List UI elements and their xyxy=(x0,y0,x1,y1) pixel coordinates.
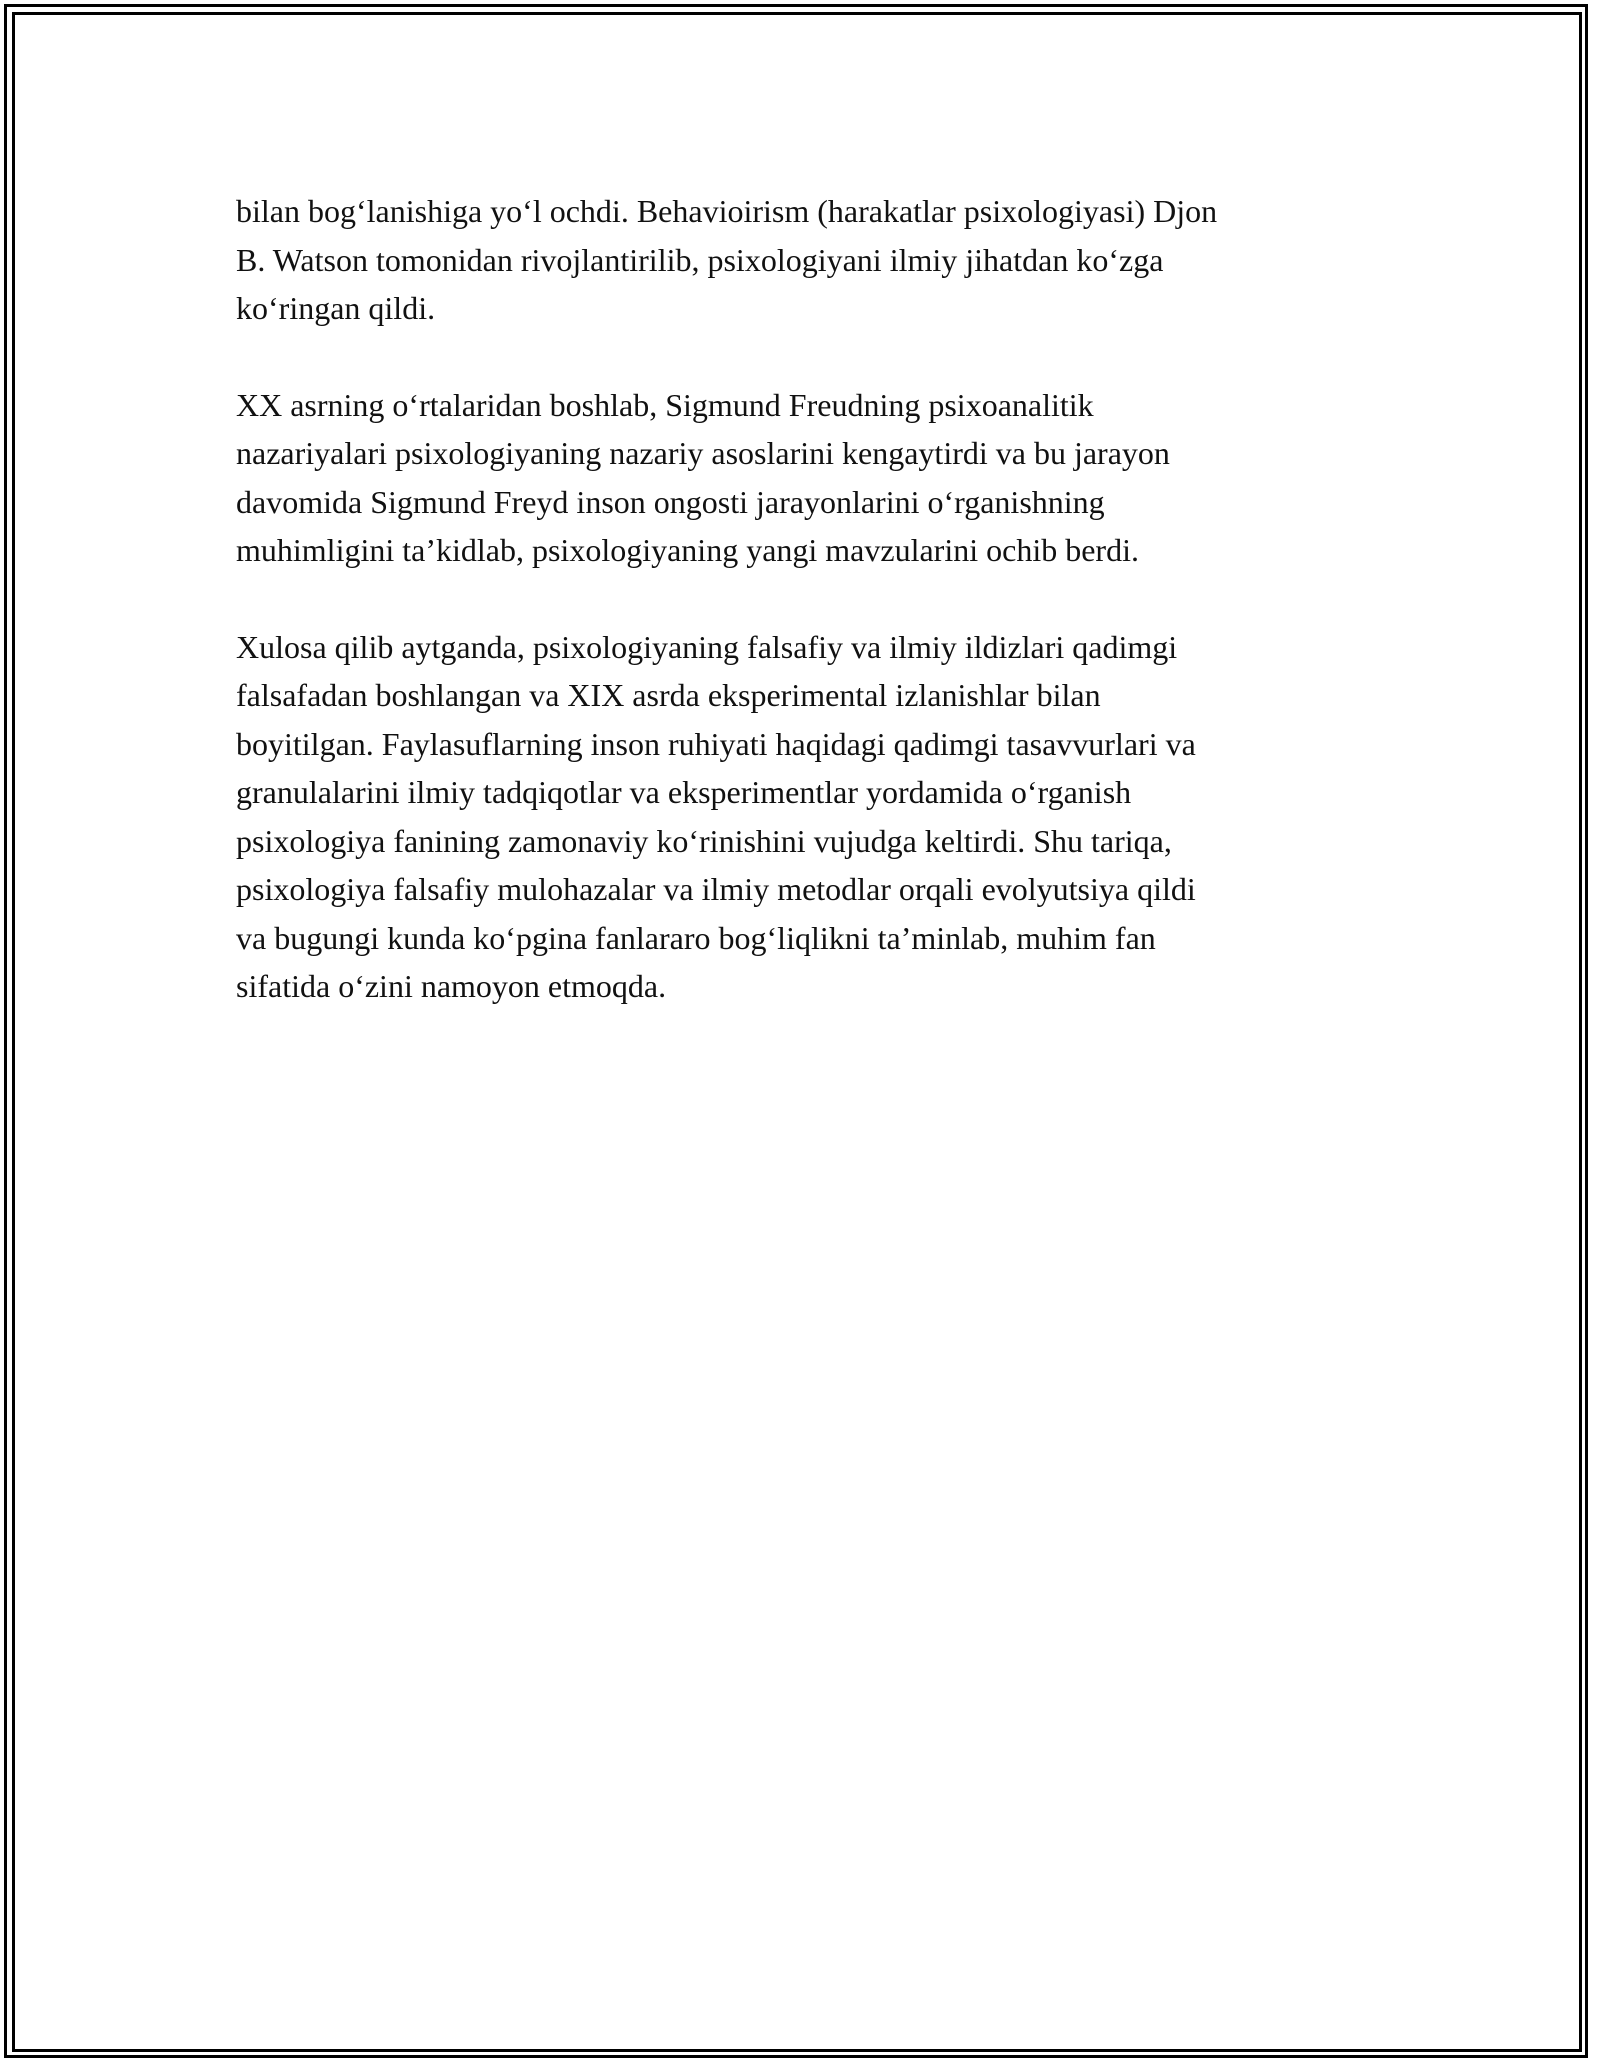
paragraph-line: sifatida o‘zini namoyon etmoqda. xyxy=(236,968,667,1004)
paragraph-line: nazariyalari psixologiyaning nazariy asoslarini kengaytirdi va bu jarayon xyxy=(236,435,1170,471)
paragraph-line: granulalarini ilmiy tadqiqotlar va eksperimentlar yordamida o‘rganish xyxy=(236,774,1132,810)
document-body xyxy=(236,187,1376,1059)
paragraph-line: muhimligini ta’kidlab, psixologiyaning yangi mavzularini ochib berdi. xyxy=(236,532,1139,568)
paragraph-3 xyxy=(236,623,1376,1011)
paragraph-line: psixologiya falsafiy mulohazalar va ilmiy metodlar orqali evolyutsiya qildi xyxy=(236,871,1196,907)
paragraph-line: va bugungi kunda ko‘pgina fanlararo bog‘liqlikni ta’minlab, muhim fan xyxy=(236,919,1156,956)
paragraph-1 xyxy=(236,187,1376,333)
paragraph-line: davomida Sigmund Freyd inson ongosti jarayonlarini o‘rganishning xyxy=(236,483,1105,520)
paragraph-line: B. Watson tomonidan rivojlantirilib, psixologiyani ilmiy jihatdan ko‘zga xyxy=(236,241,1164,278)
paragraph-line: boyitilgan. Faylasuflarning inson ruhiyati haqidagi qadimgi tasavvurlari va xyxy=(236,725,1196,762)
paragraph-line: Xulosa qilib aytganda, psixologiyaning falsafiy va ilmiy ildizlari qadimgi xyxy=(236,628,1178,665)
paragraph-line: falsafadan boshlangan va XIX asrda eksperimental izlanishlar bilan xyxy=(236,677,1101,713)
paragraph-2 xyxy=(236,381,1376,575)
paragraph-line: ko‘ringan qildi. xyxy=(236,290,436,326)
paragraph-line: bilan bog‘lanishiga yo‘l ochdi. Behavioirism (harakatlar psixologiyasi) Djon xyxy=(236,193,1218,229)
paragraph-line: psixologiya fanining zamonaviy ko‘rinishini vujudga keltirdi. Shu tariqa, xyxy=(236,822,1172,859)
paragraph-line: XX asrning o‘rtalaridan boshlab, Sigmund Freudning psixoanalitik xyxy=(236,386,1094,423)
